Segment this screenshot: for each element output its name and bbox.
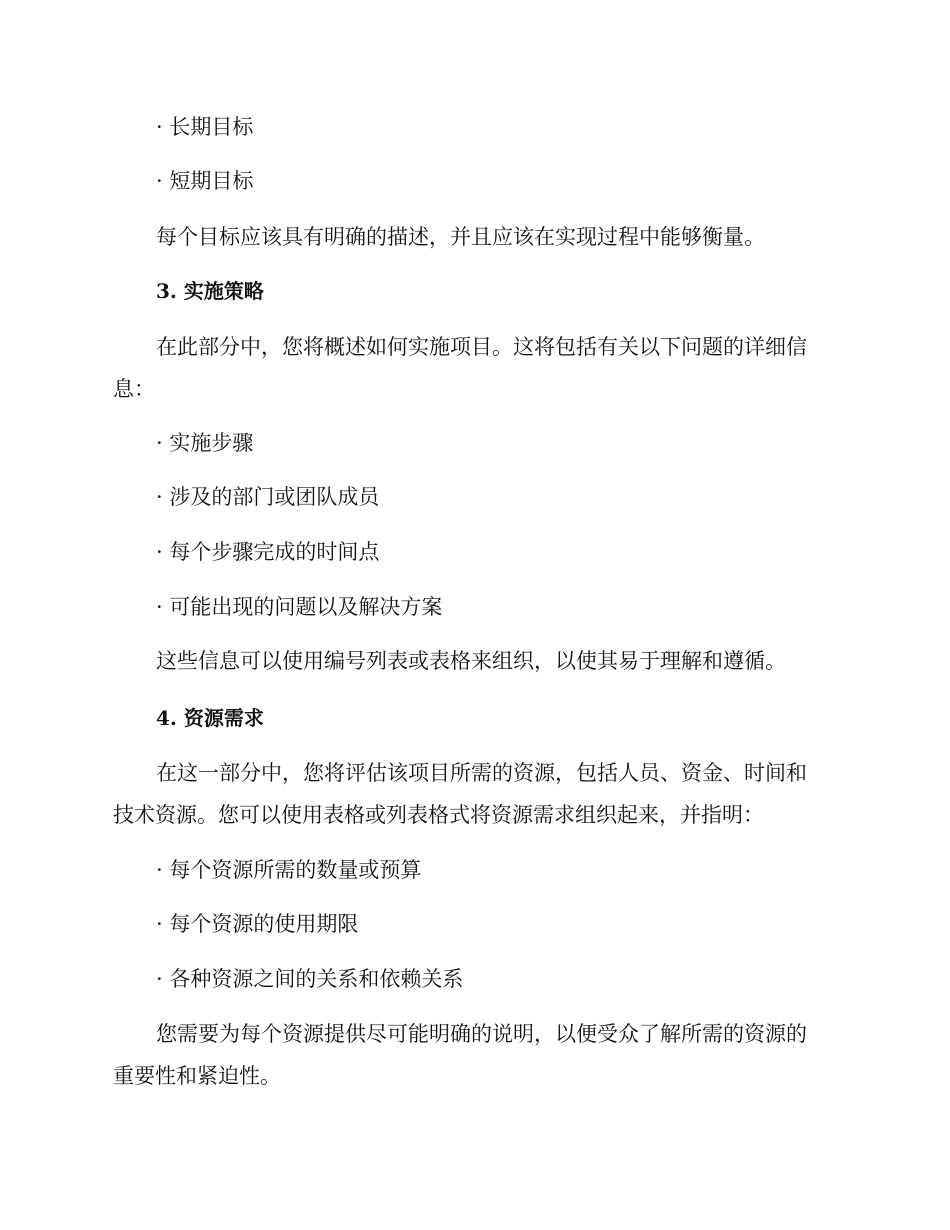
bullet-implementation-steps: · 实施步骤 bbox=[156, 431, 254, 455]
bullet-resource-quantity-budget: · 每个资源所需的数量或预算 bbox=[156, 858, 422, 882]
section-4-heading: 4. 资源需求 bbox=[156, 706, 264, 730]
section-3-intro-line2: 息： bbox=[113, 377, 155, 401]
bullet-long-term-goal: · 长期目标 bbox=[156, 115, 254, 139]
bullet-resource-dependencies: · 各种资源之间的关系和依赖关系 bbox=[156, 967, 464, 991]
section-3-heading: 3. 实施策略 bbox=[156, 279, 264, 303]
bullet-problems-solutions: · 可能出现的问题以及解决方案 bbox=[156, 595, 443, 619]
bullet-short-term-goal: · 短期目标 bbox=[156, 169, 254, 193]
section-4-note-line1: 您需要为每个资源提供尽可能明确的说明，以便受众了解所需的资源的 bbox=[156, 1022, 807, 1046]
section-4-intro-line2: 技术资源。您可以使用表格或列表格式将资源需求组织起来，并指明： bbox=[113, 803, 764, 827]
section-3-note: 这些信息可以使用编号列表或表格来组织，以使其易于理解和遵循。 bbox=[156, 649, 786, 673]
bullet-resource-usage-period: · 每个资源的使用期限 bbox=[156, 912, 359, 936]
section-3-intro-line1: 在此部分中，您将概述如何实施项目。这将包括有关以下问题的详细信 bbox=[156, 335, 807, 359]
section-4-note-line2: 重要性和紧迫性。 bbox=[113, 1064, 281, 1088]
goals-note: 每个目标应该具有明确的描述，并且应该在实现过程中能够衡量。 bbox=[156, 225, 765, 249]
bullet-step-timepoints: · 每个步骤完成的时间点 bbox=[156, 540, 380, 564]
section-4-intro-line1: 在这一部分中，您将评估该项目所需的资源，包括人员、资金、时间和 bbox=[156, 761, 807, 785]
bullet-departments-members: · 涉及的部门或团队成员 bbox=[156, 485, 380, 509]
